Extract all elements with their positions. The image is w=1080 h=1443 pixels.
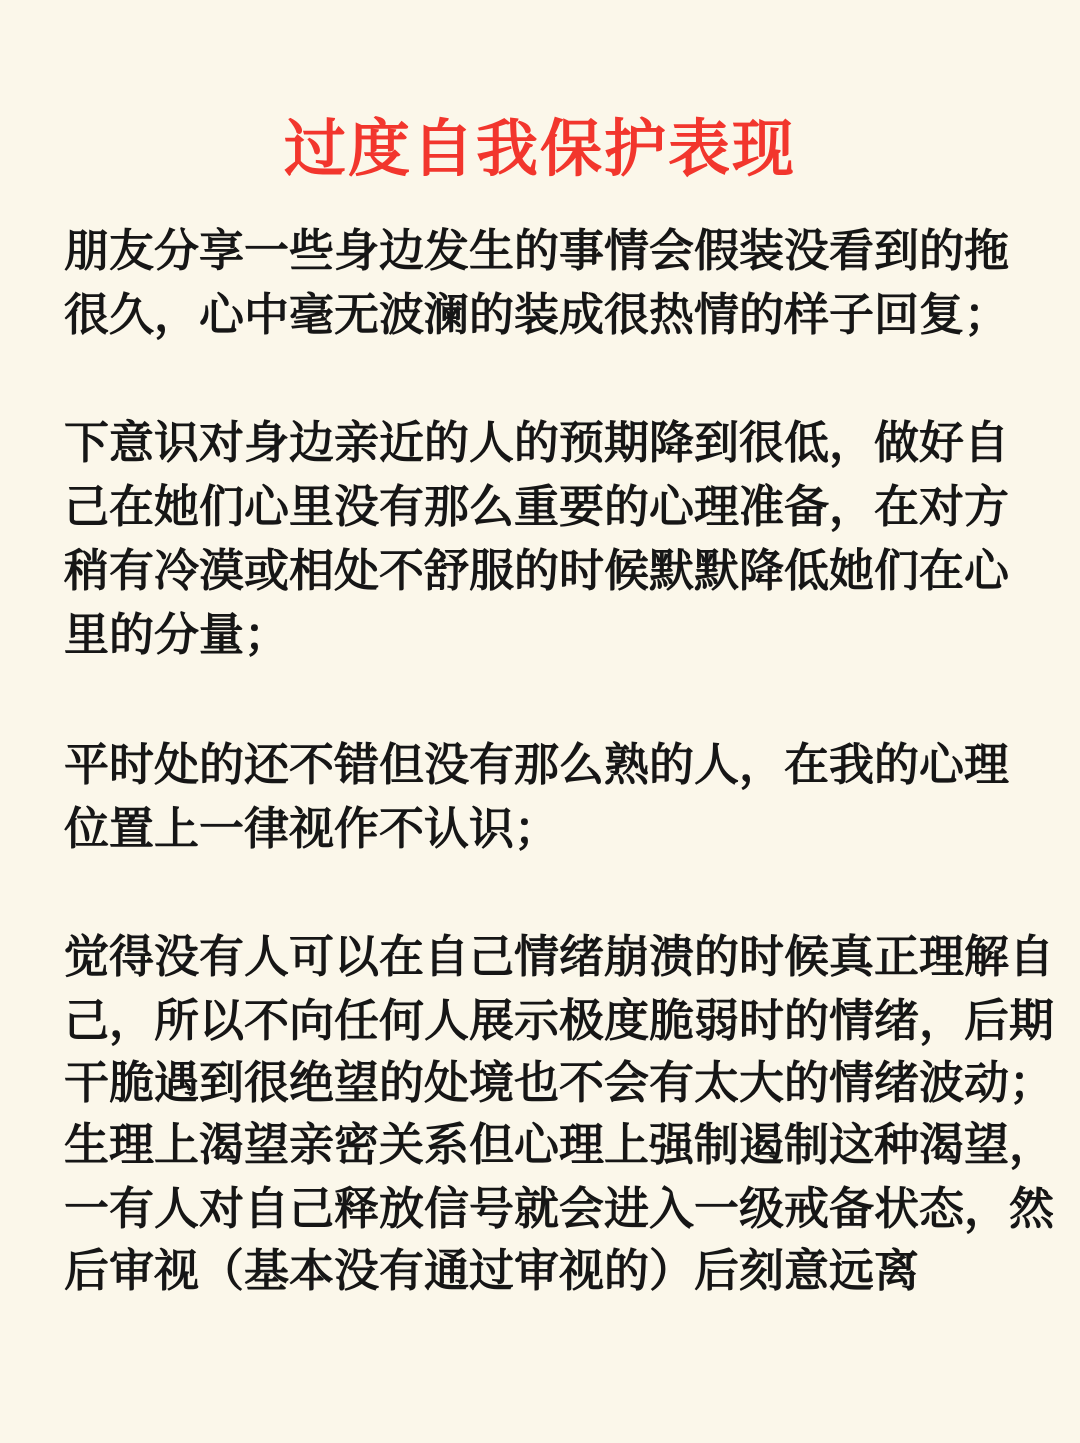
paragraph-1-line-1: 朋友分享一些身边发生的事情会假装没看到的拖 bbox=[64, 224, 1010, 277]
paragraph-4-line-2: 己，所以不向任何人展示极度脆弱时的情绪，后期 bbox=[64, 994, 1055, 1047]
paragraph-4-line-6: 后审视（基本没有通过审视的）后刻意远离 bbox=[64, 1244, 920, 1297]
page-title: 过度自我保护表现 bbox=[283, 112, 796, 185]
paragraph-2-line-2: 己在她们心里没有那么重要的心理准备，在对方 bbox=[64, 480, 1010, 533]
paragraph-4-line-5: 一有人对自己释放信号就会进入一级戒备状态，然 bbox=[64, 1182, 1055, 1235]
paragraph-3-line-1: 平时处的还不错但没有那么熟的人，在我的心理 bbox=[64, 738, 1010, 791]
paragraph-4-line-4: 生理上渴望亲密关系但心理上强制遏制这种渴望， bbox=[64, 1118, 1055, 1171]
paragraph-1-line-2: 很久，心中毫无波澜的装成很热情的样子回复； bbox=[64, 288, 1010, 341]
paragraph-2-line-1: 下意识对身边亲近的人的预期降到很低，做好自 bbox=[64, 416, 1010, 469]
paragraph-4-line-1: 觉得没有人可以在自己情绪崩溃的时候真正理解自 bbox=[64, 930, 1055, 983]
paragraph-3-line-2: 位置上一律视作不认识； bbox=[64, 802, 560, 855]
paragraph-2-line-4: 里的分量； bbox=[64, 608, 290, 661]
paragraph-4-line-3: 干脆遇到很绝望的处境也不会有太大的情绪波动； bbox=[64, 1056, 1055, 1109]
paragraph-2-line-3: 稍有冷漠或相处不舒服的时候默默降低她们在心 bbox=[64, 544, 1010, 597]
